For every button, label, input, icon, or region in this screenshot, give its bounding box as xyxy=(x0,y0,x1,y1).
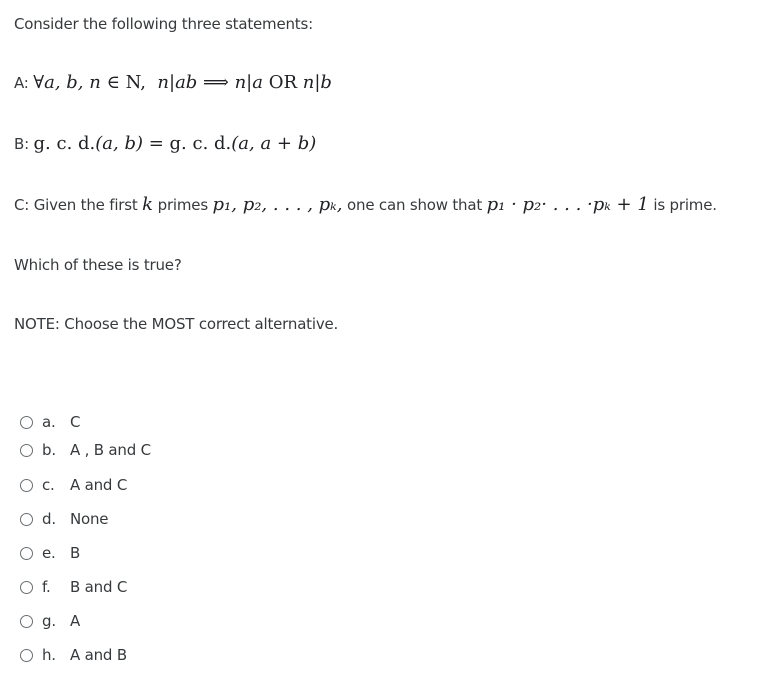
statement-b xyxy=(14,134,316,154)
radio-icon[interactable] xyxy=(20,649,33,662)
statement-a-condition: n|ab xyxy=(157,72,198,93)
naturals-set: N, xyxy=(125,72,146,93)
question-prompt: Which of these is true? xyxy=(14,256,182,274)
gcd-lhs: g. c. d. xyxy=(33,133,96,154)
statement-b-prefix: B: xyxy=(14,135,34,153)
radio-icon[interactable] xyxy=(20,547,33,560)
option-g[interactable] xyxy=(20,610,80,632)
statement-c-prefix: C: Given the first xyxy=(14,196,143,214)
option-label: C xyxy=(70,413,81,431)
option-label: A and C xyxy=(70,476,128,494)
statement-a-left: n|a xyxy=(234,72,263,93)
question-intro: Consider the following three statements: xyxy=(14,15,313,33)
option-letter: g. xyxy=(42,612,56,630)
statement-a xyxy=(14,73,332,93)
statement-b-math xyxy=(34,133,317,154)
option-a[interactable] xyxy=(20,411,80,433)
option-letter: b. xyxy=(42,441,56,459)
statement-c-suffix: is prime. xyxy=(648,196,717,214)
statement-c xyxy=(14,195,717,215)
radio-icon[interactable] xyxy=(20,513,33,526)
statement-c-product: p₁ · p₂· . . . ·pₖ + 1 xyxy=(486,194,649,215)
option-h[interactable] xyxy=(20,644,127,666)
statement-c-primes-list: p₁, p₂, . . . , pₖ, xyxy=(212,194,343,215)
statement-a-math xyxy=(33,72,332,93)
or-word: OR xyxy=(262,72,303,93)
option-label: B and C xyxy=(70,578,128,596)
option-f[interactable] xyxy=(20,576,127,598)
statement-c-text: one can show that xyxy=(342,196,487,214)
equals-symbol: = xyxy=(143,133,170,154)
option-letter: a. xyxy=(42,413,56,431)
radio-icon[interactable] xyxy=(20,615,33,628)
option-label: A xyxy=(70,612,81,630)
option-letter: h. xyxy=(42,646,56,664)
gcd-lhs-args: (a, b) xyxy=(95,133,143,154)
question-note: NOTE: Choose the MOST correct alternative. xyxy=(14,315,339,333)
forall-symbol: ∀ xyxy=(33,72,45,93)
element-of-symbol: ∈ xyxy=(100,72,126,93)
statement-c-middle: primes xyxy=(153,196,213,214)
option-label: None xyxy=(70,510,109,528)
option-letter: f. xyxy=(42,578,51,596)
gcd-rhs-args: (a, a + b) xyxy=(231,133,317,154)
option-letter: c. xyxy=(42,476,55,494)
statement-a-right: n|b xyxy=(302,72,332,93)
radio-icon[interactable] xyxy=(20,581,33,594)
option-label: A , B and C xyxy=(70,441,151,459)
gcd-rhs: g. c. d. xyxy=(169,133,232,154)
option-b[interactable] xyxy=(20,439,151,461)
radio-icon[interactable] xyxy=(20,416,33,429)
statement-c-k: k xyxy=(142,194,154,215)
option-letter: d. xyxy=(42,510,56,528)
option-c[interactable] xyxy=(20,474,127,496)
implies-symbol: ⟹ xyxy=(197,72,235,93)
radio-icon[interactable] xyxy=(20,479,33,492)
option-letter: e. xyxy=(42,544,56,562)
statement-a-vars: a, b, n xyxy=(44,72,101,93)
option-d[interactable] xyxy=(20,508,108,530)
option-label: B xyxy=(70,544,81,562)
option-label: A and B xyxy=(70,646,127,664)
radio-icon[interactable] xyxy=(20,444,33,457)
option-e[interactable] xyxy=(20,542,80,564)
statement-a-prefix: A: xyxy=(14,74,34,92)
